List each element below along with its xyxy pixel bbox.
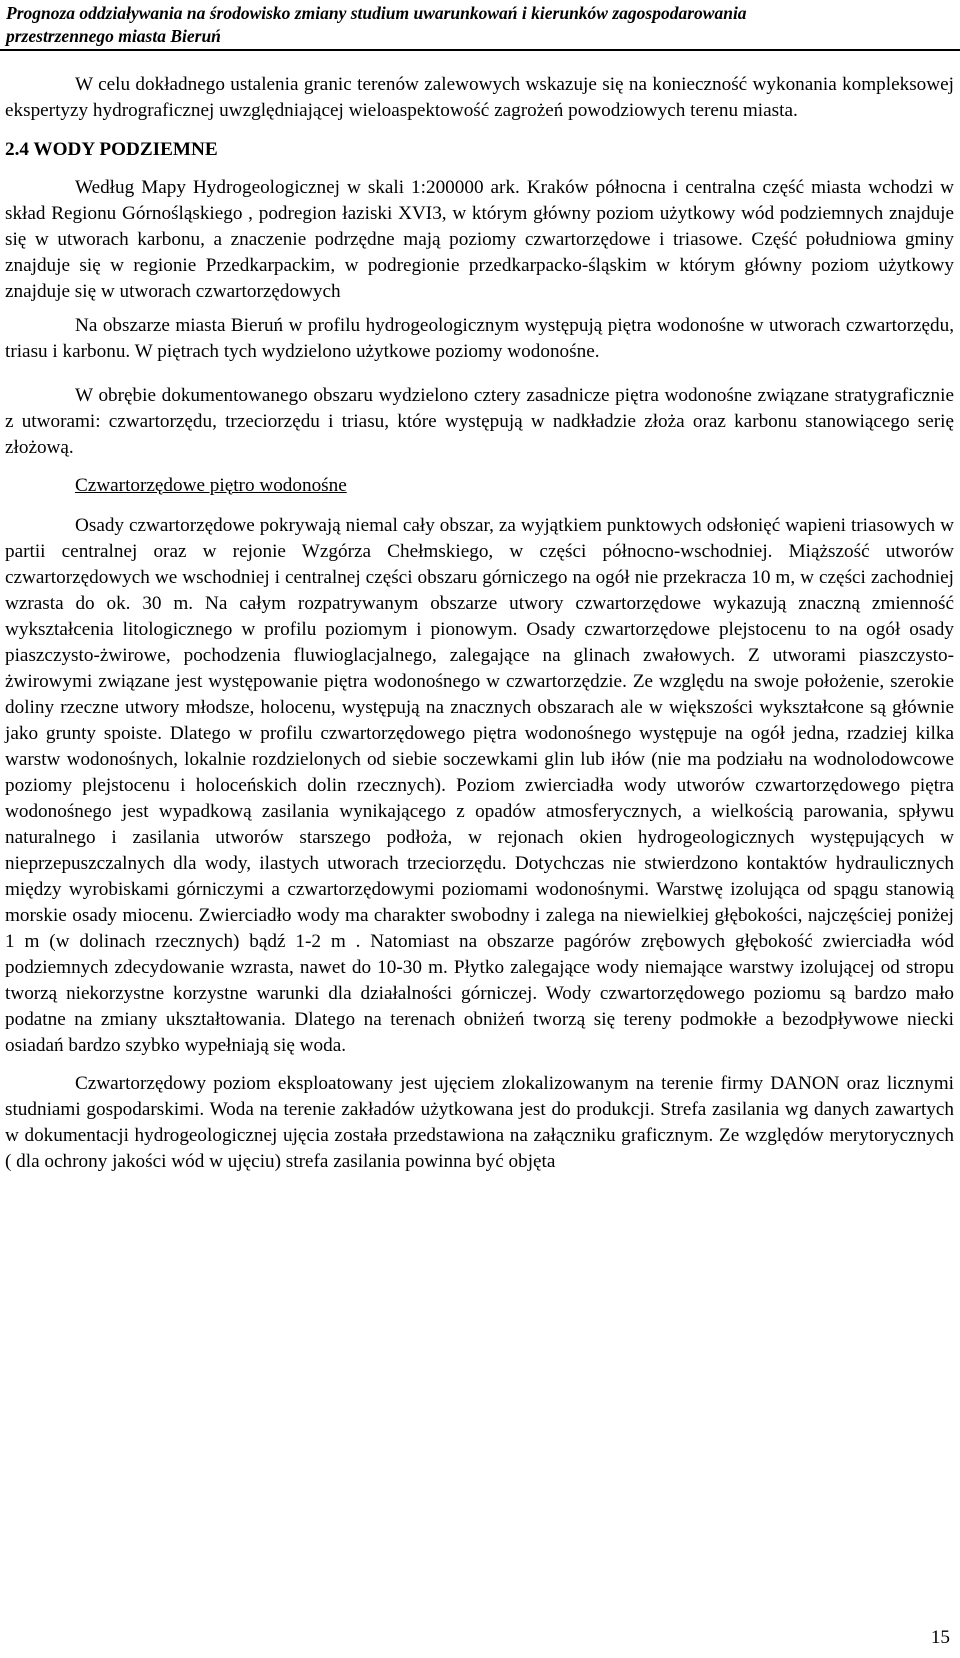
paragraph-aquifer-levels: Na obszarze miasta Bieruń w profilu hydrogeologicznym występują piętra wodonośne w utworach czwartorzędu, triasu i karbonu. W piętrach tych wydzielono użytkowe poziomy wodonośne. bbox=[5, 315, 954, 362]
header-title-line-2: przestrzennego miasta Bieruń bbox=[6, 26, 221, 46]
paragraph-hydrogeological-map: Według Mapy Hydrogeologicznej w skali 1:200000 ark. Kraków północna i centralna część miasta wchodzi w skład Regionu Górnośląskiego , podregion łaziski XVI3, w którym główny poziom użytkowy wód podziemnych znajduje się w utworach karbonu, a znaczenie podrzędne mają poziomy czwartorzędowe i triasowe. Część południowa gminy znajduje się w regionie Przedkarpackim, w podregionie przedkarpacko-śląskim w którym główny poziom użytkowy znajduje się w utworach czwartorzędowych bbox=[5, 177, 954, 302]
paragraph-quaternary-exploitation: Czwartorzędowy poziom eksploatowany jest ujęciem zlokalizowanym na terenie firmy DANON oraz licznymi studniami gospodarskimi. Woda na terenie zakładów użytkowana jest do produkcji. Strefa zasilania wg danych zawartych w dokumentacji hydrogeologicznej ujęcia została przedstawiona na załączniku graficznym. Ze względów merytorycznych ( dla ochrony jakości wód w ujęciu) strefa zasilania powinna być objęta bbox=[5, 1073, 954, 1172]
main-content bbox=[5, 72, 954, 1175]
page-number: 15 bbox=[930, 1627, 950, 1648]
paragraph-four-aquifers: W obrębie dokumentowanego obszaru wydzielono cztery zasadnicze piętra wodonośne związane stratygraficznie z utworami: czwartorzędu, trzeciorzędu i triasu, które występują w nadkładzie złoża oraz karbonu stanowiącego serię złożową. bbox=[5, 385, 954, 458]
header-divider bbox=[0, 49, 960, 51]
running-header bbox=[6, 2, 946, 48]
section-title: 2.4 WODY PODZIEMNE bbox=[5, 139, 218, 160]
header-title-line-1: Prognoza oddziaływania na środowisko zmiany studium uwarunkowań i kierunków zagospodarowania bbox=[6, 3, 747, 23]
subsection-heading: Czwartorzędowe piętro wodonośne bbox=[75, 475, 347, 496]
paragraph-quaternary-deposits: Osady czwartorzędowe pokrywają niemal cały obszar, za wyjątkiem punktowych odsłonięć wapieni triasowych w partii centralnej oraz w rejonie Wzgórza Chełmskiego, w części północno-wschodniej. Miąższość utworów czwartorzędowych we wschodniej i centralnej części obszaru górniczego na ogół nie przekracza 10 m, w części zachodniej wzrasta do ok. 30 m. Na całym rozpatrywanym obszarze utwory czwartorzędowe wykazują znaczną zmienność wykształcenia litologicznego w profilu poziomym i pionowym. Osady czwartorzędowe plejstocenu to na ogół osady piaszczysto-żwirowe, pochodzenia fluwioglacjalnego, zalegające na glinach zwałowych. Z utworami piaszczysto-żwirowymi związane jest występowanie piętra wodonośnego w czwartorzędzie. Ze względu na swoje położenie, szerokie doliny rzeczne utwory młodsze, holocenu, występują na znacznych obszarach ale w większości wykształcone są głównie jako grunty spoiste. Dlatego w profilu czwartorzędowego piętra wodonośnego występuje na ogół jedna, rzadziej kilka warstw wodonośnych, lokalnie rozdzielonych od siebie soczewkami glin lub iłów (nie ma podziału na wodnolodowcowe poziomy plejstocenu i holoceńskich dolin rzecznych). Poziom zwierciadła wody utworów czwartorzędowego piętra wodonośnego jest wypadkową zasilania wynikającego z opadów atmosferycznych, a wielkością parowania, spływu naturalnego i zasilania utworów starszego podłoża, w rejonach okien hydrogeologicznych występujących w nieprzepuszczalnych dla wody, ilastych utworach trzeciorzędu. Dotychczas nie stwierdzono kontaktów hydraulicznych między wyrobiskami górniczymi a czwartorzędowymi poziomami wodonośnymi. Warstwę izolująca od spągu stanowią morskie osady miocenu. Zwierciadło wody ma charakter swobodny i zalega na niewielkiej głębokości, najczęściej poniżej 1 m (w dolinach rzecznych) bądź 1-2 m . Natomiast na obszarze pagórów zrębowych głębokość zwierciadła wód podziemnych zdecydowanie wzrasta, nawet do 10-30 m. Płytko zalegające wody niemające warstwy izolującej od stropu tworzą niekorzystne korzystne warunki dla działalności górniczej. Wody czwartorzędowego poziomu są bardzo mało podatne na zmiany ukształtowania. Dlatego na terenach obniżeń tworzą się tereny podmokłe a bezodpływowe niecki osiadań bardzo szybko wypełniają się woda. bbox=[5, 515, 954, 1056]
paragraph-flood-areas: W celu dokładnego ustalenia granic terenów zalewowych wskazuje się na konieczność wykonania kompleksowej ekspertyzy hydrograficznej uwzględniającej wieloaspektowość zagrożeń powodziowych terenu miasta. bbox=[5, 74, 954, 121]
